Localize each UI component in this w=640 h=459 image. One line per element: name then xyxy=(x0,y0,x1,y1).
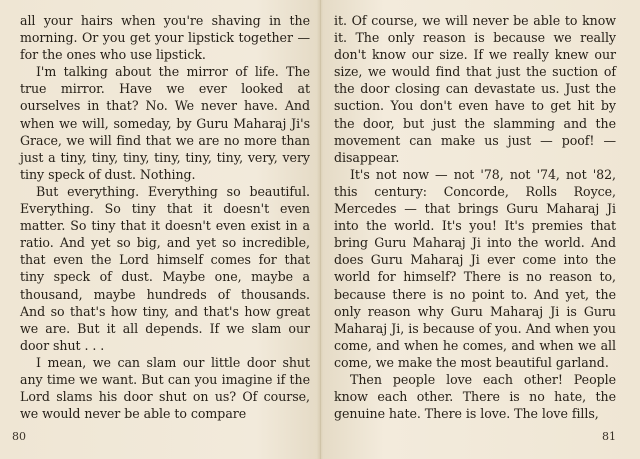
right-paragraph-3: Then people love each other! People know each other. There is no hate, the genuine hate. There is love. The love fills, xyxy=(334,371,616,422)
left-page-body xyxy=(20,12,310,422)
right-page-number: 81 xyxy=(602,430,616,443)
left-paragraph-3: But everything. Everything so beautiful. Everything. So tiny that it doesn't even matter. So tiny that it doesn't even exist in a ratio. And yet so big, and yet so incredible, that even the Lord himself comes for that tiny speck of dust. Maybe one, maybe a thousand, maybe hundreds of thousands. And so that's how tiny, and that's how great we are. But it all depends. If we slam our door shut . . . xyxy=(20,183,310,353)
left-paragraph-1: all your hairs when you're shaving in the morning. Or you get your lipstick together — for the ones who use lipstick. xyxy=(20,13,310,63)
left-paragraph-2: I'm talking about the mirror of life. The true mirror. Have we ever looked at ourselves in that? No. We never have. And when we will, someday, by Guru Maharaj Ji's Grace, we will find that we are no more than just a tiny, tiny, tiny, tiny, tiny, tiny, very, very tiny speck of dust. Nothing. xyxy=(20,64,310,182)
right-paragraph-1: it. Of course, we will never be able to know it. The only reason is because we really don't know our size. If we really knew our size, we would find that just the suction of the door closing can devastate us. Just the suction. You don't even have to get hit by the door, but just the slamming and the movement can make us just — poof! — disappear. xyxy=(334,13,616,165)
right-page xyxy=(320,0,640,459)
right-paragraph-2: It's not now — not '78, not '74, not '82, this century: Concorde, Rolls Royce, Mercedes — that brings Guru Maharaj Ji into the world. It's you! It's premies that bring Guru Maharaj Ji into the world. And does Guru Maharaj Ji ever come into the world for himself? There is no reason to, because there is no point to. And yet, the only reason why Guru Maharaj Ji is Guru Maharaj Ji, is because of you. And when you come, and when he comes, and when we all come, we make the most beautiful garland. xyxy=(334,166,616,370)
left-page-number: 80 xyxy=(12,430,26,443)
right-page-body xyxy=(334,12,616,422)
left-paragraph-4: I mean, we can slam our little door shut any time we want. But can you imagine if the Lord slams his door shut on us? Of course, we would never be able to compare xyxy=(20,354,310,422)
